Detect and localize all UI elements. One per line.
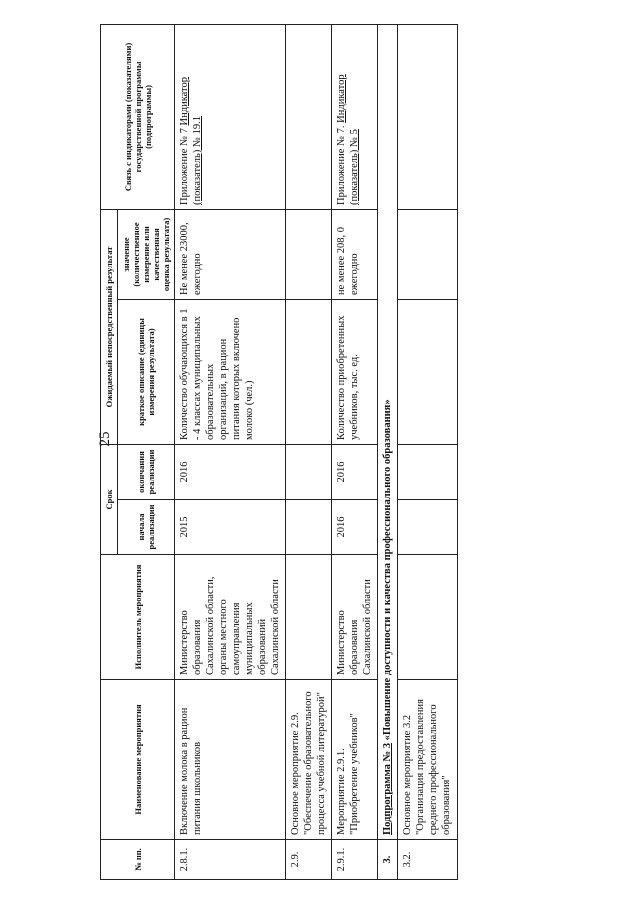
header-num: № пп. (101, 840, 175, 880)
row-name: Основное мероприятие 2.9. "Обеспечение образовательного процесса учебной литературой" (286, 680, 332, 840)
rotated-table-page (100, 25, 640, 880)
header-name: Наименование мероприятия (101, 680, 175, 840)
row-desc (398, 299, 458, 444)
row-link (175, 24, 286, 209)
row-desc: Количество приобретенных учебников, тыс. ед. (332, 299, 378, 444)
subprogram-row (378, 24, 398, 879)
subprogram-title (378, 24, 398, 839)
row-executor (286, 555, 332, 680)
row-executor: Министерство образования Сахалинской области (332, 555, 378, 680)
subprogram-num: 3. (378, 840, 398, 880)
row-start: 2015 (175, 500, 286, 555)
page-number: 25 (97, 431, 113, 447)
row-link-indicator: Индикатор (показатель) № 5 (336, 74, 360, 205)
row-start: 2016 (332, 500, 378, 555)
header-term-start: начала реализации (118, 500, 175, 555)
header-result: Ожидаемый непосредственный результат (101, 209, 118, 444)
row-num: 2.9. (286, 840, 332, 880)
subprogram-title-rest: «Повышение доступности и качества профессионального образования» (382, 399, 393, 744)
row-num: 2.8.1. (175, 840, 286, 880)
row-num: 3.2. (398, 840, 458, 880)
header-result-value: значение (количественное измерение или качественная оценка результата) (118, 209, 175, 299)
row-name: Мероприятие 2.9.1. "Приобретение учебников" (332, 680, 378, 840)
table-row (175, 24, 286, 879)
row-executor (398, 555, 458, 680)
row-value (286, 209, 332, 299)
table-row (286, 24, 332, 879)
row-link (286, 24, 332, 209)
row-end: 2016 (332, 444, 378, 499)
table-row (332, 24, 378, 879)
row-value: Не менее 23000, ежегодно (175, 209, 286, 299)
row-name: Основное мероприятие 3.2 "Организация предоставления среднего профессионального образования" (398, 680, 458, 840)
header-executor: Исполнитель мероприятия (101, 555, 175, 680)
row-link-indicator: Индикатор (показатель) № 19.1 (179, 77, 203, 205)
measures-table (100, 24, 458, 880)
row-value: не менее 208, 0 ежегодно (332, 209, 378, 299)
header-link: Связь с индикаторами (показателями) государственной программы (подпрограммы) (101, 24, 175, 209)
row-value (398, 209, 458, 299)
row-end (286, 444, 332, 499)
row-desc (286, 299, 332, 444)
row-link (398, 24, 458, 209)
row-link (332, 24, 378, 209)
header-row-1 (101, 24, 118, 879)
row-num: 2.9.1. (332, 840, 378, 880)
row-start (286, 500, 332, 555)
header-result-desc: краткое описание (единицы измерения результата) (118, 299, 175, 444)
row-end (398, 444, 458, 499)
row-start (398, 500, 458, 555)
row-link-prefix: Приложение № 7. (336, 122, 347, 205)
row-desc: Количество обучающихся в 1 - 4 классах муниципальных образовательных организаций, в рацион питания которых включено молоко (чел.) (175, 299, 286, 444)
table-row (398, 24, 458, 879)
row-end: 2016 (175, 444, 286, 499)
subprogram-title-link: Подпрограмма № 3 (382, 743, 393, 835)
header-term-end: окончания реализации (118, 444, 175, 499)
header-term: Срок (101, 444, 118, 554)
row-name: Включение молока в рацион питания школьников (175, 680, 286, 840)
row-executor: Министерство образования Сахалинской области, органы местного самоуправления муниципальных образований Сахалинской области (175, 555, 286, 680)
row-link-prefix: Приложение № 7 (179, 125, 190, 205)
